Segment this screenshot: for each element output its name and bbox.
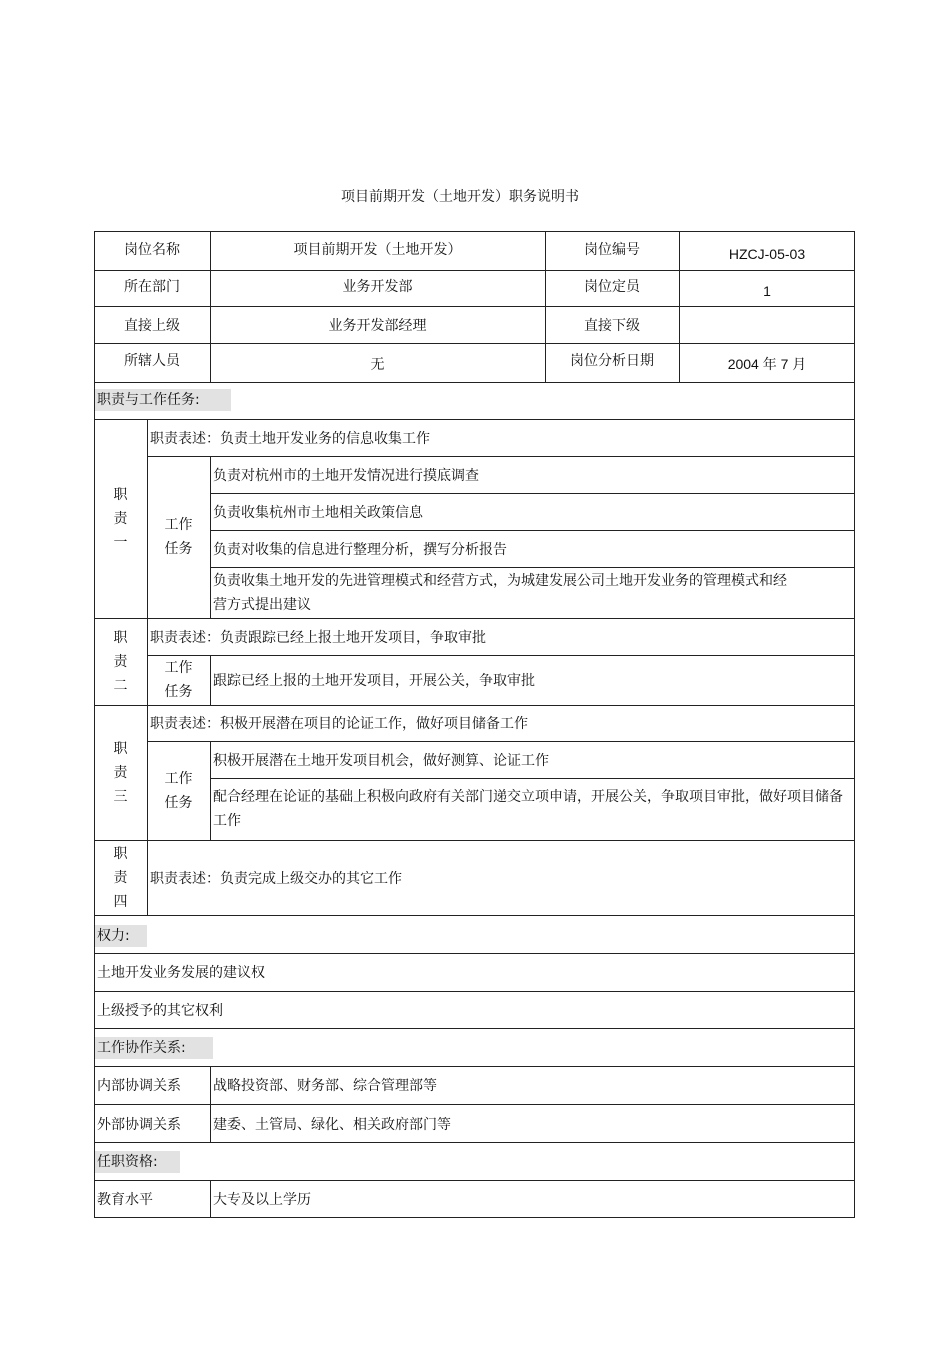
duty-1-label: 职 责 一	[113, 486, 128, 551]
position-name-value: 项目前期开发（土地开发）	[293, 242, 462, 258]
authority-item-1: 土地开发业务发展的建议权	[97, 965, 265, 981]
duty-2-task-label: 工作 任务	[164, 660, 193, 700]
duty-2-description: 职责表述：负责跟踪已经上报土地开发项目，争取审批	[150, 629, 486, 646]
department-value: 业务开发部	[342, 279, 413, 295]
duty-2-task-1: 跟踪已经上报的土地开发项目，开展公关，争取审批	[213, 673, 535, 689]
external-relations-value: 建委、土管局、绿化、相关政府部门等	[213, 1116, 451, 1133]
position-code-value: HZCJ-05-03	[728, 246, 806, 262]
duty-1-task-1: 负责对杭州市的土地开发情况进行摸底调查	[213, 467, 479, 484]
subordinate-value	[679, 306, 855, 343]
duty-4-description: 职责表述：负责完成上级交办的其它工作	[150, 871, 402, 887]
authority-item-2: 上级授予的其它权利	[97, 1003, 223, 1019]
relations-label: 工作协作关系:	[95, 1037, 213, 1059]
staff-label: 所辖人员	[124, 353, 180, 369]
position-name-label: 岗位名称	[124, 242, 180, 258]
analysis-date-label: 岗位分析日期	[570, 353, 654, 369]
education-label: 教育水平	[97, 1192, 153, 1208]
qualifications-label: 任职资格:	[95, 1151, 180, 1173]
duty-1-task-3: 负责对收集的信息进行整理分析，撰写分析报告	[213, 541, 507, 558]
duty-1-description: 职责表述：负责土地开发业务的信息收集工作	[150, 430, 430, 447]
headcount-label: 岗位定员	[584, 279, 640, 295]
analysis-date-value: 2004 年 7 月	[727, 356, 807, 372]
duty-3-description: 职责表述：积极开展潜在项目的论证工作，做好项目储备工作	[150, 716, 528, 732]
subordinate-label: 直接下级	[584, 317, 640, 334]
duty-3-task-2: 配合经理在论证的基础上积极向政府有关部门递交立项申请，开展公关，争取项目审批，做好项目储备工作	[213, 789, 843, 829]
superior-label: 直接上级	[124, 317, 180, 334]
duty-4-label: 职 责 四	[113, 846, 128, 910]
superior-value: 业务开发部经理	[328, 317, 427, 334]
internal-relations-value: 战略投资部、财务部、综合管理部等	[213, 1078, 437, 1094]
duty-1-task-4: 负责收集土地开发的先进管理模式和经营方式，为城建发展公司土地开发业务的管理模式和经营方式提出建议	[213, 572, 787, 613]
external-relations-label: 外部协调关系	[97, 1116, 181, 1133]
authority-label: 权力:	[95, 925, 147, 947]
document-title: 项目前期开发（土地开发）职务说明书	[341, 189, 579, 205]
duty-3-label: 职 责 三	[113, 740, 128, 805]
headcount-value: 1	[763, 283, 771, 299]
duty-3-task-label: 工作 任务	[164, 770, 193, 811]
staff-value: 无	[370, 357, 385, 373]
duty-3-task-1: 积极开展潜在土地开发项目机会，做好测算、论证工作	[213, 752, 549, 769]
department-label: 所在部门	[124, 279, 180, 295]
position-code-label: 岗位编号	[584, 242, 640, 258]
duties-section-label: 职责与工作任务:	[95, 389, 231, 411]
internal-relations-label: 内部协调关系	[97, 1078, 181, 1094]
duty-2-label: 职 责 二	[113, 629, 128, 694]
duty-1-task-2: 负责收集杭州市土地相关政策信息	[213, 504, 423, 521]
education-value: 大专及以上学历	[213, 1192, 311, 1208]
duty-1-task-label: 工作 任务	[164, 517, 193, 557]
